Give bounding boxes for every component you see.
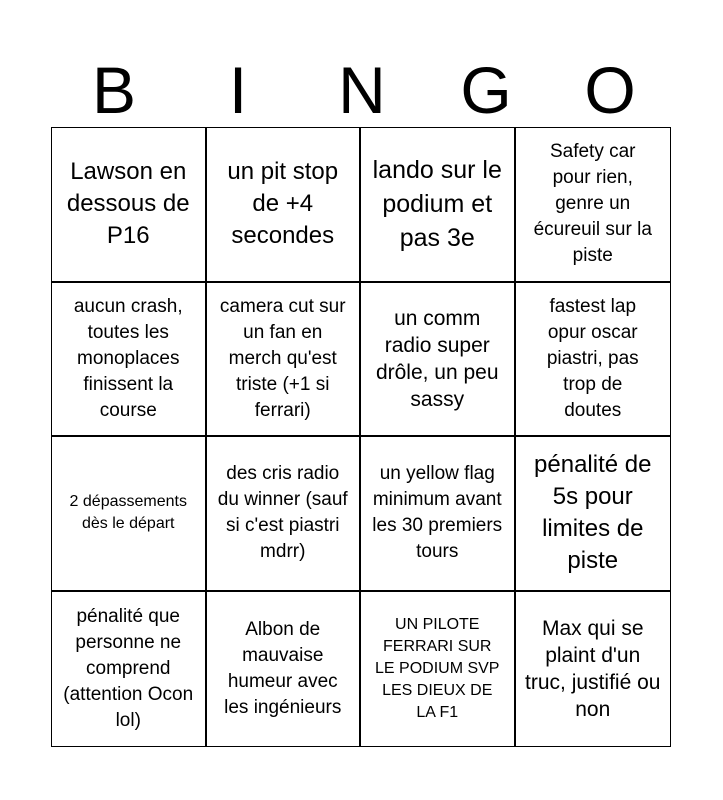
cell-text: pénalité que personne ne comprend (attention Ocon lol) [63,605,194,731]
cell-text: lando sur le podium et pas 3e [372,156,502,253]
bingo-grid [51,127,671,747]
bingo-cell[interactable] [207,283,362,438]
cell-text: pénalité de 5s pour limites de piste [534,451,652,575]
cell-text: un yellow flag minimum avant les 30 premiers tours [372,463,503,563]
bingo-cell[interactable] [516,128,671,283]
bingo-cell[interactable] [207,128,362,283]
bingo-cell[interactable] [207,592,362,747]
title-letter-i: I [228,53,248,127]
bingo-cell[interactable] [516,283,671,438]
cell-text: camera cut sur un fan en merch qu'est triste (+1 si ferrari) [219,295,346,421]
bingo-cell[interactable] [52,283,207,438]
cell-text: Albon de mauvaise humeur avec les ingénieurs [224,618,342,718]
cell-text: Lawson en dessous de P16 [66,158,190,250]
cell-text: Safety car pour rien, genre un écureuil sur la piste [533,141,652,267]
cell-text: des cris radio du winner (sauf si c'est piastri mdrr) [217,463,348,563]
cell-text: UN PILOTE FERRARI SUR LE PODIUM SVP LES DIEUX DE LA F1 [375,615,500,721]
title-letter-n: N [338,53,386,127]
cell-text: Max qui se plaint d'un truc, justifié ou non [525,616,661,721]
bingo-cell[interactable] [516,592,671,747]
title-letter-g: G [460,53,512,127]
cell-text: un pit stop de +4 secondes [227,158,339,250]
bingo-cell[interactable] [361,592,516,747]
title-letter-b: B [91,53,137,127]
title-letter-o: O [584,53,636,127]
bingo-cell[interactable] [516,437,671,592]
cell-text: 2 dépassements dès le départ [69,493,187,533]
bingo-cell[interactable] [52,128,207,283]
bingo-cell[interactable] [52,437,207,592]
bingo-cell[interactable] [52,592,207,747]
bingo-cell[interactable] [361,283,516,438]
cell-text: fastest lap opur oscar piastri, pas trop de doutes [546,295,639,421]
bingo-cell[interactable] [207,437,362,592]
bingo-cell[interactable] [361,437,516,592]
cell-text: un comm radio super drôle, un peu sassy [375,306,499,411]
bingo-cell[interactable] [361,128,516,283]
bingo-title [52,52,672,128]
cell-text: aucun crash, toutes les monoplaces finissent la course [73,295,183,421]
